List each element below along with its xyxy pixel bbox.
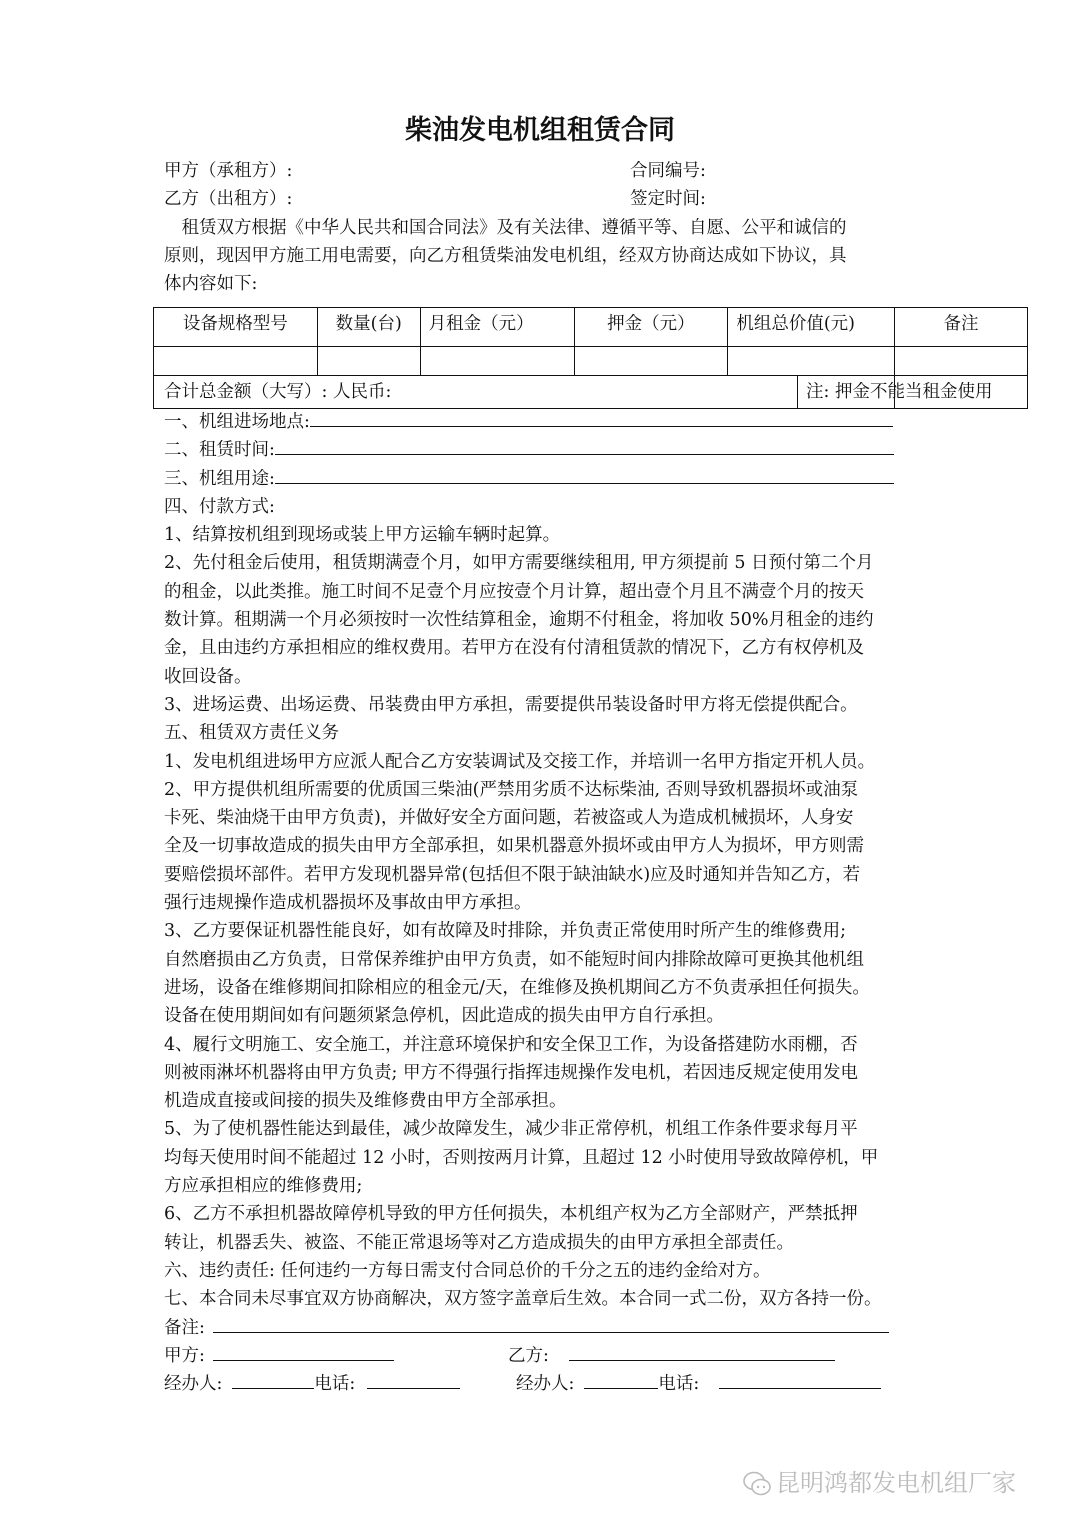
field-period-label: 二、租赁时间: (164, 440, 275, 461)
agent-a-label: 经办人: (164, 1374, 223, 1395)
clause-line: 六、违约责任: 任何违约一方每日需支付合同总价的千分之五的违约金给对方。 (164, 1260, 771, 1281)
clause-line: 进场，设备在维修期间扣除相应的租金元/天，在维修及换机期间乙方不负责承担任何损失。 (164, 977, 870, 998)
clause-line: 则被雨淋坏机器将由甲方负责; 甲方不得强行指挥违规操作发电机，若因违反规定使用发电 (164, 1062, 858, 1083)
sign-party-b (508, 1342, 835, 1370)
agent-a-input[interactable] (232, 1370, 314, 1389)
remarks-row (164, 1314, 924, 1342)
clause-line: 5、为了使机器性能达到最佳，减少故障发生，减少非正常停机，机组工作条件要求每月平 (164, 1119, 858, 1140)
party-b-label: 乙方（出租方）: (164, 189, 293, 209)
header-remarks: 备注 (895, 308, 1028, 347)
sign-date-label: 签定时间: (630, 189, 706, 209)
field-site-label: 一、机组进场地点: (164, 412, 310, 432)
contract-body (164, 408, 924, 1398)
intro-line: 原则，现因甲方施工用电需要，向乙方租赁柴油发电机组，经双方协商达成如下协议，具 (164, 246, 847, 266)
clause-line: 自然磨损由乙方负责，日常保养维护由甲方负责，如不能短时间内排除故障可更换其他机组 (164, 949, 864, 970)
party-sign-row (164, 1342, 924, 1370)
clause-line: 4、履行文明施工、安全施工，并注意环境保护和安全保卫工作，为设备搭建防水雨棚，否 (164, 1034, 858, 1055)
deposit-note: 注: 押金不能当租金使用 (806, 382, 993, 402)
clause-line: 2、甲方提供机组所需要的优质国三柴油(严禁用劣质不达标柴油, 否则导致机器损坏或油泵 (164, 779, 859, 800)
clause-line: 七、本合同未尽事宜双方协商解决，双方签字盖章后生效。本合同一式二份，双方各持一份。 (164, 1289, 882, 1310)
clause-line: 的租金，以此类推。施工时间不足壹个月应按壹个月计算，超出壹个月且不满壹个月的按天 (164, 581, 864, 602)
clause-line: 转让，机器丢失、被盗、不能正常退场等对乙方造成损失的由甲方承担全部责任。 (164, 1232, 794, 1253)
phone-b-label: 电话: (658, 1374, 700, 1395)
cell-model[interactable] (154, 347, 318, 376)
clause-line: 收回设备。 (164, 666, 252, 687)
field-site-input[interactable] (310, 408, 893, 427)
total-amount-label: 合计总金额（大写）: 人民币: (164, 382, 392, 402)
sign-party-a-input[interactable] (213, 1342, 394, 1361)
field-site (164, 408, 924, 436)
intro-line: 体内容如下: (164, 274, 258, 294)
agent-b-input[interactable] (584, 1370, 658, 1389)
cell-total-value[interactable] (728, 347, 895, 376)
remarks-label: 备注: (164, 1317, 205, 1338)
field-usage (164, 465, 924, 493)
clause-line: 2、先付租金后使用，租赁期满壹个月，如甲方需要继续租用, 甲方须提前 5 日预付第二个月 (164, 553, 874, 574)
watermark (742, 1463, 1016, 1498)
clause-line: 机造成直接或间接的损失及维修费由甲方全部承担。 (164, 1091, 567, 1112)
wechat-icon (742, 1470, 772, 1498)
header-model: 设备规格型号 (154, 308, 318, 347)
phone-a-label: 电话: (314, 1374, 356, 1395)
table-row (154, 347, 1028, 376)
field-period (164, 436, 924, 464)
contract-no-label: 合同编号: (630, 161, 706, 181)
clause-line: 数计算。租期满一个月必须按时一次性结算租金，逾期不付租金，将加收 50%月租金的违约 (164, 610, 874, 631)
party-a-label: 甲方（承租方）: (164, 161, 293, 181)
intro-line: 租赁双方根据《中华人民共和国合同法》及有关法律、遵循平等、自愿、公平和诚信的 (164, 218, 847, 238)
cell-remarks[interactable] (895, 347, 1028, 376)
clause-line: 3、进场运费、出场运费、吊装费由甲方承担，需要提供吊装设备时甲方将无偿提供配合。 (164, 694, 858, 715)
header-total-value: 机组总价值(元) (728, 308, 895, 347)
clause-line: 方应承担相应的维修费用; (164, 1176, 363, 1197)
clause-line: 强行违规操作造成机器损坏及事故由甲方承担。 (164, 893, 532, 914)
total-amount-cell (154, 376, 993, 409)
table-header-row (154, 308, 1028, 347)
agent-row (164, 1370, 924, 1398)
clause-line: 卡死、柴油烧干由甲方负责)，并做好安全方面问题，若被盗或人为造成机械损坏，人身安 (164, 808, 854, 829)
remarks-input[interactable] (213, 1314, 889, 1333)
sign-party-b-input[interactable] (569, 1342, 835, 1361)
sign-party-a-label: 甲方: (164, 1345, 205, 1366)
clause-line: 金，且由违约方承担相应的维权费用。若甲方在没有付清租赁款的情况下，乙方有权停机及 (164, 638, 864, 659)
cell-deposit[interactable] (574, 347, 728, 376)
equipment-table (153, 307, 1028, 409)
clause-line: 1、发电机组进场甲方应派人配合乙方安装调试及交接工作，并培训一名甲方指定开机人员。 (164, 751, 876, 772)
clause-line: 要赔偿损坏部件。若甲方发现机器异常(包括但不限于缺油缺水)应及时通知并告知乙方，若 (164, 864, 861, 885)
field-period-input[interactable] (275, 436, 894, 455)
clause-line: 四、付款方式: (164, 496, 275, 517)
cell-monthly-rent[interactable] (420, 347, 574, 376)
field-usage-input[interactable] (275, 465, 894, 484)
header-quantity: 数量(台) (317, 308, 420, 347)
watermark-text: 昆明鸿都发电机组厂家 (776, 1469, 1016, 1497)
document-title: 柴油发电机组租赁合同 (405, 115, 675, 146)
table-total-row (154, 376, 1028, 409)
clause-line: 全及一切事故造成的损失由甲方全部承担，如果机器意外损坏或由甲方人为损坏，甲方则需 (164, 836, 864, 857)
clause-line: 设备在使用期间如有问题须紧急停机，因此造成的损失由甲方自行承担。 (164, 1006, 724, 1027)
clause-line: 6、乙方不承担机器故障停机导致的甲方任何损失，本机组产权为乙方全部财产，严禁抵押 (164, 1204, 858, 1225)
clause-line: 1、结算按机组到现场或装上甲方运输车辆时起算。 (164, 525, 561, 546)
field-usage-label: 三、机组用途: (164, 468, 275, 489)
phone-a-input[interactable] (367, 1370, 460, 1389)
agent-b (516, 1370, 881, 1398)
clause-line: 五、租赁双方责任义务 (164, 723, 339, 744)
header-deposit: 押金（元） (574, 308, 728, 347)
clause-line: 3、乙方要保证机器性能良好，如有故障及时排除，并负责正常使用时所产生的维修费用; (164, 921, 847, 942)
cell-quantity[interactable] (317, 347, 420, 376)
phone-b-input[interactable] (719, 1370, 881, 1389)
header-monthly-rent: 月租金（元） (420, 308, 574, 347)
agent-b-label: 经办人: (516, 1374, 575, 1395)
intro-paragraph (164, 214, 847, 298)
clause-line: 均每天使用时间不能超过 12 小时，否则按两月计算，且超过 12 小时使用导致故障停机，甲 (164, 1147, 879, 1168)
sign-party-b-label: 乙方: (508, 1345, 549, 1366)
